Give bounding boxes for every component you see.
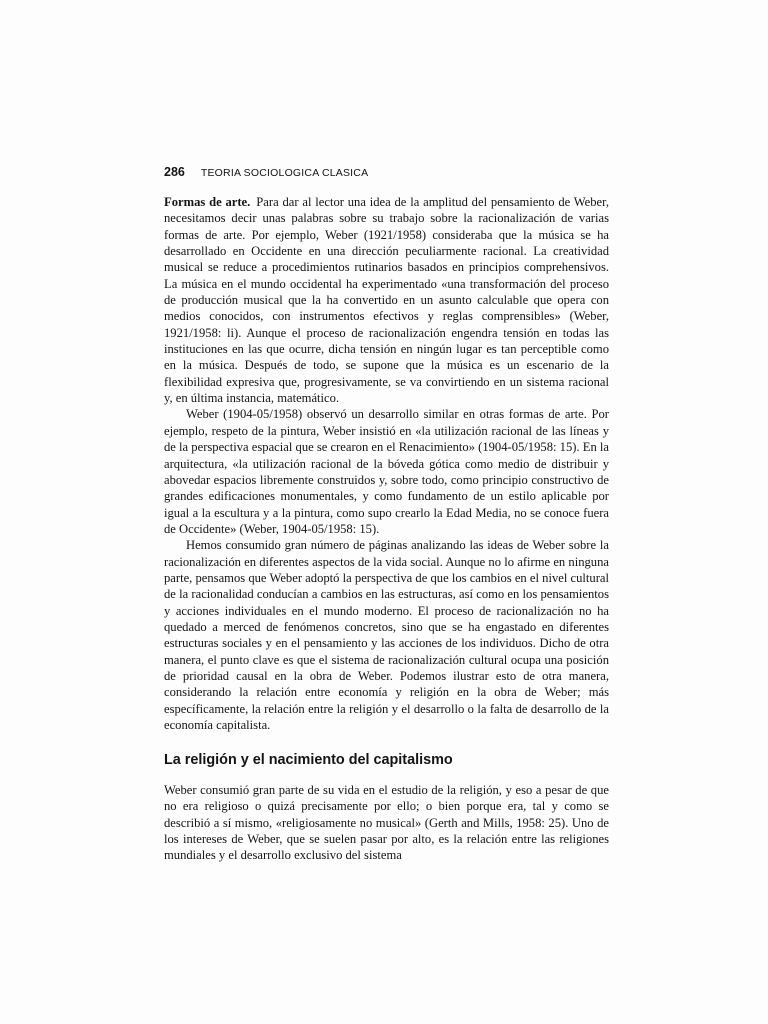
paragraph: Weber (1904-05/1958) observó un desarrollo similar en otras formas de arte. Por ejemplo, respeto de la pintura, Weber insistió en «la utilización racional de las líneas y de la perspectiva espacial que se crearon en el Renacimiento» (1904-05/1958: 15). En la arquitectura, «la utilización racional de la bóveda gótica como medio de distribuir y abovedar espacios libremente construidos y, sobre todo, como principio constructivo de grandes edificaciones monumentales, y como fundamento de un estilo aplicable por igual a la escultura y a la pintura, como supo crearlo la Edad Media, no se conoce fuera de Occidente» (Weber, 1904-05/1958: 15). <box>164 407 609 536</box>
run-in-heading: Formas de arte. <box>164 195 251 209</box>
formas-de-arte-text <box>164 194 609 733</box>
paragraph: Weber consumió gran parte de su vida en el estudio de la religión, y eso a pesar de que no era religioso o quizá precisamente por ello; o bien porque era, tal y como se describió a sí mismo, «religiosamente no musical» (Gerth and Mills, 1958: 25). Uno de los intereses de Weber, que se suelen pasar por alto, es la relación entre las religiones mundiales y el desarrollo exclusivo del sistema <box>164 783 609 863</box>
running-title: TEORIA SOCIOLOGICA CLASICA <box>200 167 369 179</box>
paragraph-text: Para dar al lector una idea de la amplitud del pensamiento de Weber, necesitamos decir unas palabras sobre su trabajo sobre la racionalización de varias formas de arte. Por ejemplo, Weber (1921/1958) consideraba que la música se ha desarrollado en Occidente en una dirección peculiarmente racional. La creatividad musical se reduce a procedimientos rutinarios basados en principios comprehensivos. La música en el mundo occidental ha experimentado «una transformación del proceso de producción musical que la ha convertido en un asunto calculable que opera con medios conocidos, con instrumentos efectivos y reglas comprensibles» (Weber, 1921/1958: li). Aunque el proceso de racionalización engendra tensión en todas las instituciones en las que ocurre, dicha tensión en ningún lugar es tan perceptible como en la música. Después de todo, se supone que la música es un escenario de la flexibilidad expresiva que, progresivamente, se va convirtiendo en un sistema racional y, en última instancia, matemático. <box>164 195 609 406</box>
section-text <box>164 782 609 863</box>
paragraph <box>164 194 609 406</box>
section-heading: La religión y el nacimiento del capitalismo <box>164 752 453 768</box>
page-number: 286 <box>164 165 185 179</box>
paragraph: Hemos consumido gran número de páginas analizando las ideas de Weber sobre la racionalización en diferentes aspectos de la vida social. Aunque no lo afirme en ninguna parte, pensamos que Weber adoptó la perspectiva de que los cambios en el nivel cultural de la racionalidad conducían a cambios en las estructuras, así como en los pensamientos y acciones individuales en el mundo moderno. El proceso de racionalización no ha quedado a merced de fenómenos concretos, sino que se ha engastado en diferentes estructuras sociales y en el pensamiento y las acciones de los individuos. Dicho de otra manera, el punto clave es que el sistema de racionalización cultural ocupa una posición de prioridad causal en la obra de Weber. Podemos ilustrar esto de otra manera, considerando la relación entre economía y religión en la obra de Weber; más específicamente, la relación entre la religión y el desarrollo o la falta de desarrollo de la economía capitalista. <box>164 538 609 732</box>
page-header <box>164 165 609 179</box>
